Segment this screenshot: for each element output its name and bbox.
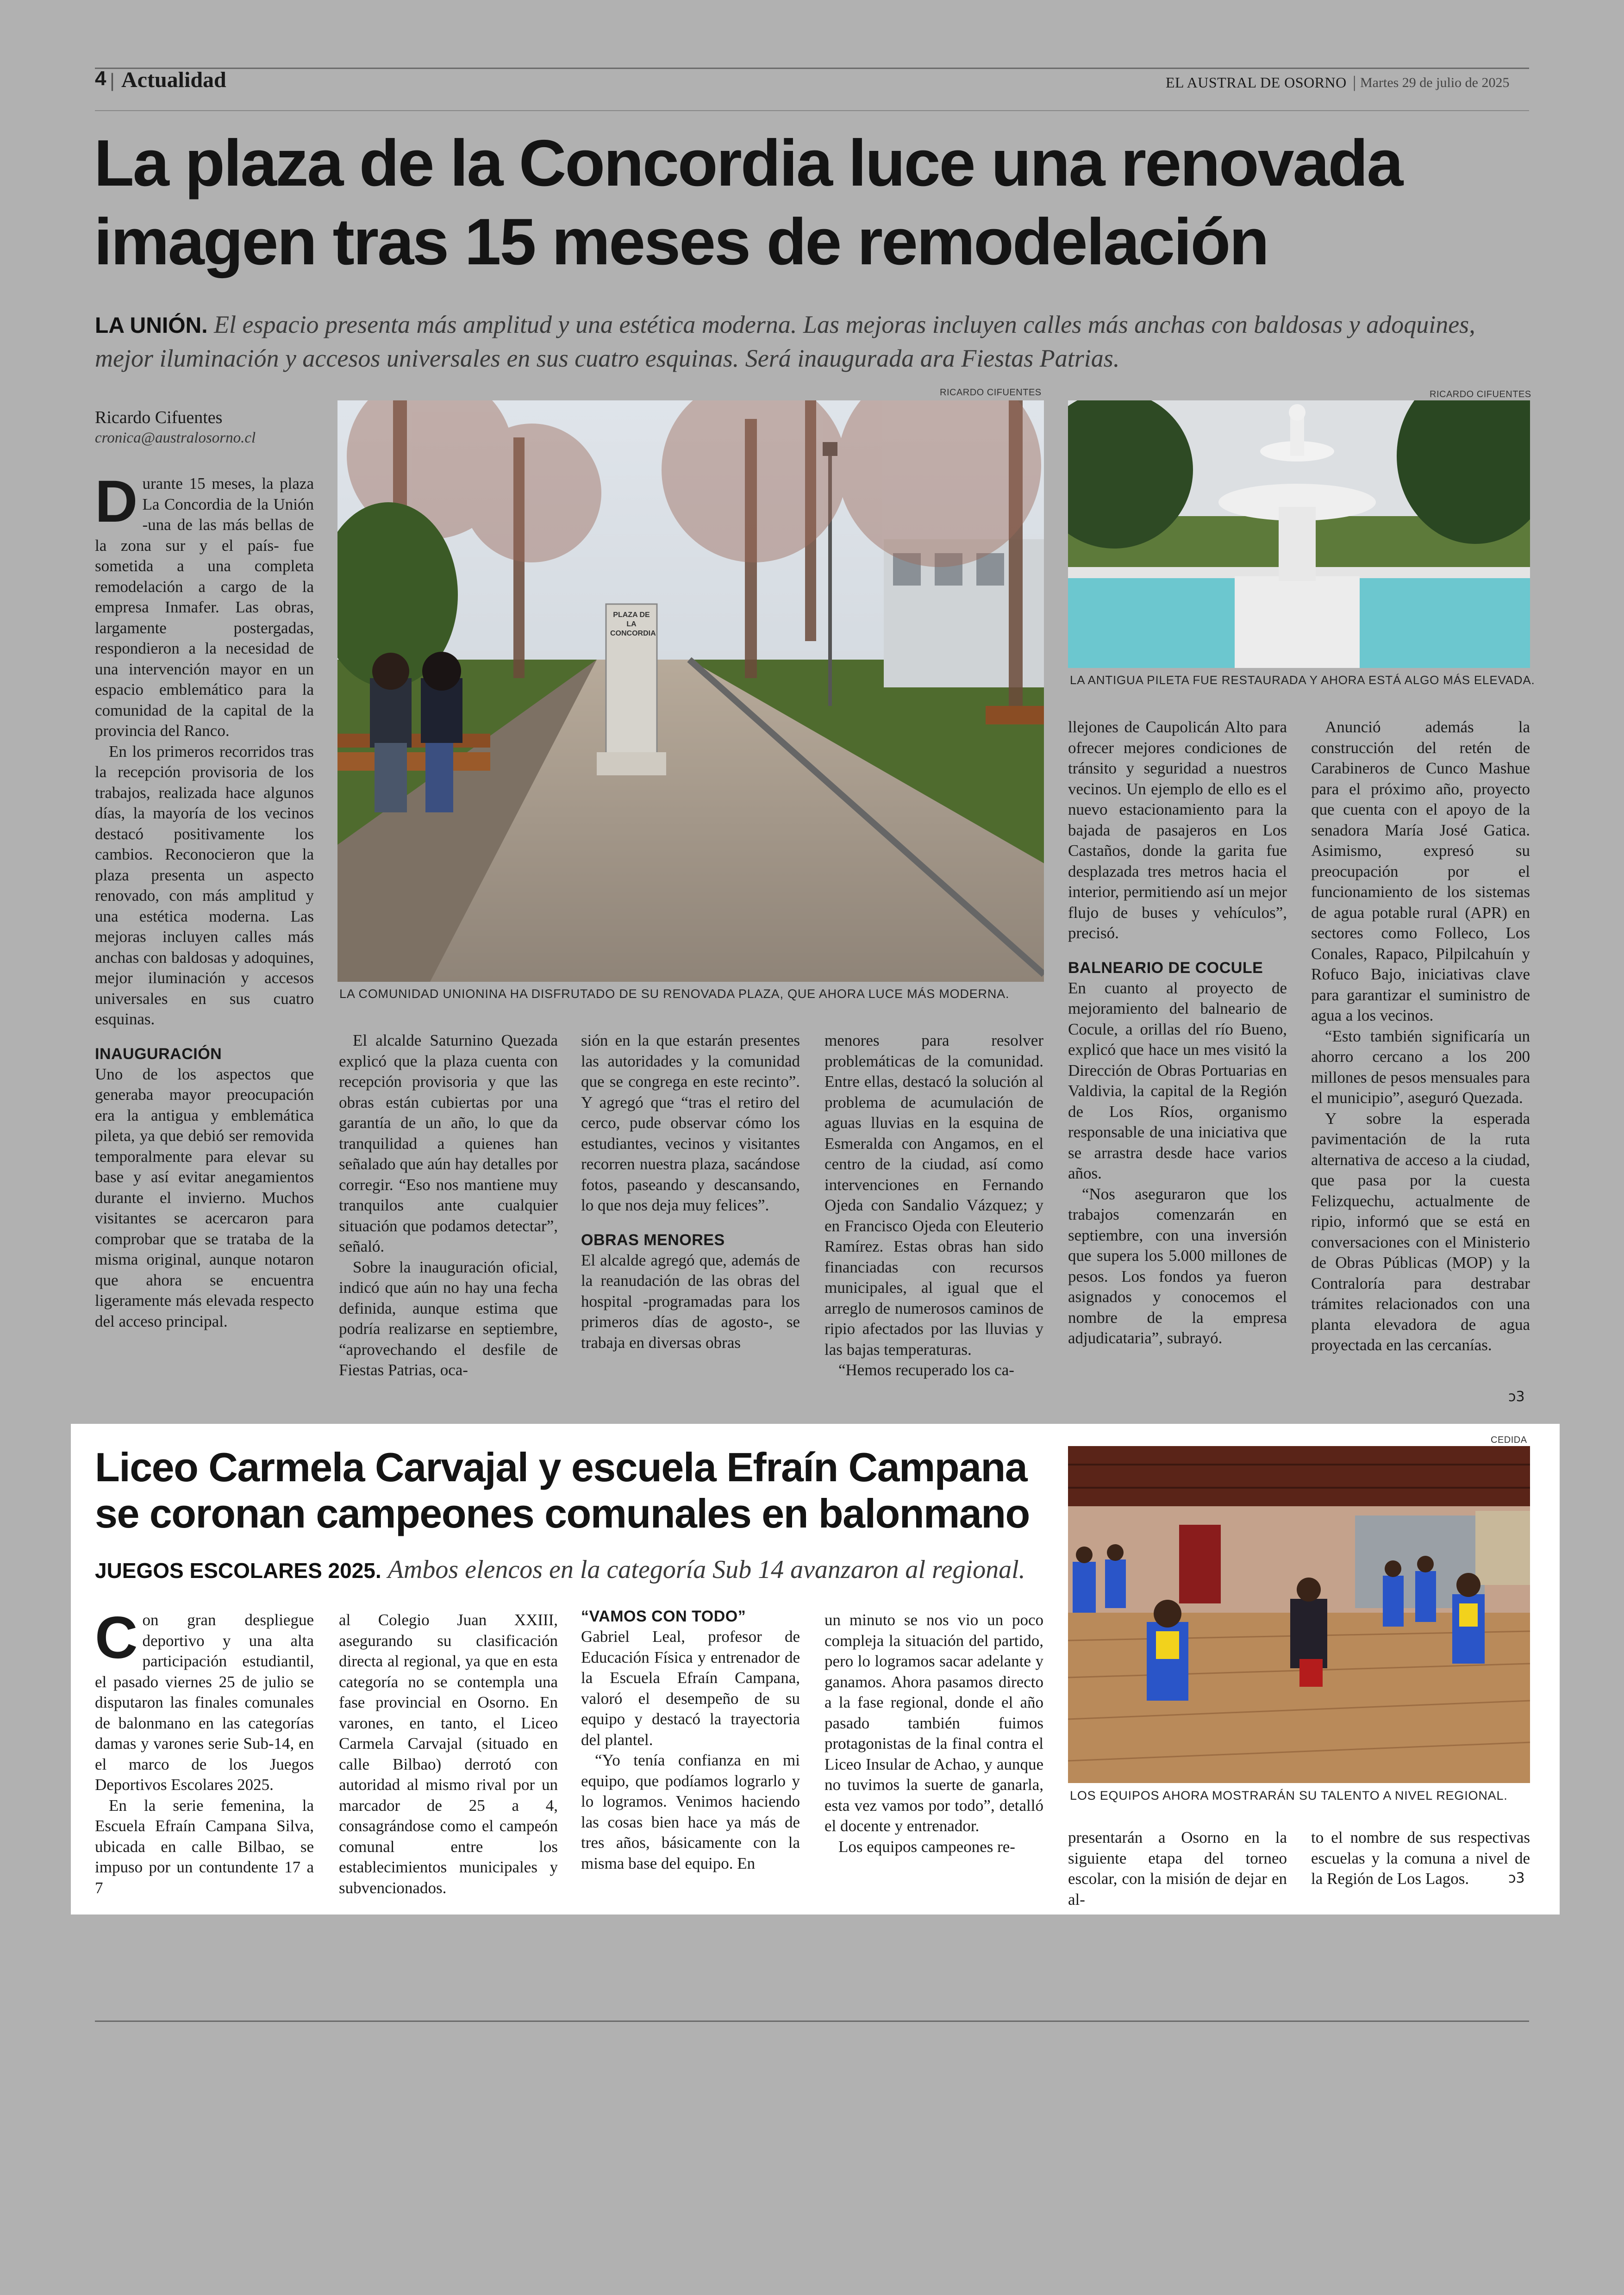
article1-column-2 bbox=[339, 1030, 558, 1381]
photo-credit-main: RICARDO CIFUENTES bbox=[940, 387, 1042, 398]
paragraph: En cuanto al proyecto de mejoramiento del balneario de Cocule, a orillas del río Bueno, explicó que hace un mes visitó la Dirección de Obras Portuarias en Valdivia, la capital de la Región de Los Ríos, organismo responsable de una iniciativa que se arrastra desde hace varios años. bbox=[1068, 979, 1287, 1182]
sports-headline-line-1: Liceo Carmela Carvajal y escuela Efraín Campana bbox=[95, 1444, 1027, 1490]
paragraph: En los primeros recorridos tras la recepción provisoria de los trabajos, realizada hace algunos días, la mayoría de los vecinos destacó positivamente los cambios. Reconocieron que la plaza presenta un aspecto renovado, con más amplitud y una estética moderna. Las mejoras incluyen calles más anchas con baldosas y adoquines, mejor iluminación y accesos universales en sus cuatro esquinas. bbox=[95, 742, 314, 1028]
article1-column-5 bbox=[1068, 717, 1287, 1349]
handball-photo bbox=[1068, 1446, 1530, 1783]
paragraph: presentarán a Osorno en la siguiente etapa del torneo escolar, con la misión de dejar en al- bbox=[1068, 1828, 1287, 1908]
lead-location: LA UNIÓN. bbox=[95, 313, 208, 338]
header-top-rule bbox=[95, 68, 1529, 69]
sports-headline bbox=[95, 1444, 1030, 1537]
article1-column-3 bbox=[581, 1030, 800, 1353]
newspaper-name: EL AUSTRAL DE OSORNO bbox=[1166, 74, 1347, 91]
paragraph: El alcalde agregó que, además de la reanudación de las obras del hospital -programadas para los primeros días de agosto-, se trabaja en diversas obras bbox=[581, 1251, 800, 1352]
issue-date: Martes 29 de julio de 2025 bbox=[1360, 75, 1510, 90]
plaza-sign-text: PLAZA DE LA CONCORDIA bbox=[610, 611, 656, 637]
subheading: “VAMOS CON TODO” bbox=[581, 1608, 746, 1625]
article1-column-4 bbox=[824, 1030, 1043, 1381]
sports-photo-credit: CEDIDA bbox=[1491, 1435, 1527, 1445]
photo-credit-side: RICARDO CIFUENTES bbox=[1430, 389, 1531, 399]
article-headline bbox=[94, 124, 1402, 281]
sports-column-3 bbox=[581, 1606, 800, 1874]
sports-column-2 bbox=[339, 1610, 558, 1898]
paragraph: Y sobre la esperada pavimentación de la ruta alternativa de acceso a la ciudad, que pasa por la cuesta Felizquechu, actualmente de ripio, informó que se está en conversaciones con el Ministerio de Obras Públicas (MOP) y la Contraloría para destrabar trámites relacionados con una planta elevadora de agua proyectada en las cercanías. bbox=[1311, 1109, 1530, 1354]
header-divider: | bbox=[1353, 73, 1356, 91]
sports-headline-line-2: se coronan campeones comunales en balonmano bbox=[95, 1491, 1030, 1536]
paragraph: Anunció además la construcción del retén de Carabineros de Cunco Mashue para el próximo año, proyecto que cuenta con el apoyo de la senadora María José Gatica. Asimismo, expresó su preocupación por el funcionamiento de los sistemas de agua potable rural (APR) en sectores como Folleco, Los Conales, Rapaco, Pilpilcahuín y Rofuco Bajo, iniciativas clave para garantizar el suministro de agua a los vecinos. bbox=[1311, 718, 1530, 1024]
paragraph: urante 15 meses, la plaza La Concordia de la Unión -una de las más bellas de la zona sur y el país- fue sometida a una completa remodelación a cargo de la empresa Inmafer. Las obras, largamente postergadas, respondieron a la necesidad de una intervención mayor en un espacio emblemático para la comunidad de la capital de la provincia del Ranco. bbox=[95, 474, 314, 740]
sports-column-5 bbox=[1068, 1827, 1287, 1910]
paragraph: Gabriel Leal, profesor de Educación Física y entrenador de la Escuela Efraín Campana, valoró el desempeño de su equipo y destacó la trayectoria del plantel. bbox=[581, 1628, 800, 1749]
paragraph: on gran despliegue deportivo y una alta participación estudiantil, el pasado viernes 25 de julio se disputaron las finales comunales de balonmano en las categorías damas y varones serie Sub-14, en el marco de los Juegos Deportivos Escolares 2025. bbox=[95, 1611, 314, 1794]
subheading: OBRAS MENORES bbox=[581, 1231, 725, 1249]
paragraph: Los equipos campeones re- bbox=[838, 1837, 1015, 1856]
paragraph: “Nos aseguraron que los trabajos comenzarán en septiembre, con una inversión que supera los 5.000 millones de pesos. Los fondos ya fueron asignados y conocemos el nombre de la empresa adjudicataria”, subrayó. bbox=[1068, 1185, 1287, 1347]
paragraph: En la serie femenina, la Escuela Efraín Campana Silva, ubicada en calle Bilbao, se impuso por un contundente 17 a 7 bbox=[95, 1796, 314, 1897]
footer-rule bbox=[95, 2021, 1529, 2022]
article1-column-6 bbox=[1311, 717, 1530, 1356]
paragraph: menores para resolver problemáticas de la comunidad. Entre ellas, destacó la solución al problema de acumulación de aguas lluvias en la esquina de Esmeralda con Angamos, en el centro de la ciudad, así como intervenciones en Fernando Ojeda con Sandalio Vázquez; y en Francisco Ojeda con Eleuterio Ramírez. Estas obras han sido financiadas con recursos municipales, al igual que el arreglo de numerosos caminos de ripio afectados por las lluvias y las bajas temperaturas. bbox=[824, 1031, 1043, 1359]
paragraph: to el nombre de sus respectivas escuelas y la comuna a nivel de la Región de Los Lagos. bbox=[1311, 1828, 1530, 1888]
author-email: cronica@australosorno.cl bbox=[95, 430, 256, 446]
paragraph: sión en la que estarán presentes las autoridades y la comunidad que se congrega en este recinto”. Y agregó que “tras el retiro del cerco, pude observar cómo los estudiantes, vecinos y visitantes recorren nuestra plaza, sacándose fotos, paseando y descansando, lo que nos deja muy felices”. bbox=[581, 1031, 800, 1214]
paragraph: “Esto también significaría un ahorro cercano a los 200 millones de pesos mensuales para el municipio”, aseguró Quezada. bbox=[1311, 1027, 1530, 1107]
sports-lead-text: Ambos elencos en la categoría Sub 14 avanzaron al regional. bbox=[387, 1555, 1025, 1584]
photo-caption-side: LA ANTIGUA PILETA FUE RESTAURADA Y AHORA ESTÁ ALGO MÁS ELEVADA. bbox=[1070, 673, 1535, 687]
paragraph: Uno de los aspectos que generaba mayor preocupación era la antigua y emblemática pileta, ya que debió ser removida temporalmente para elevar su base y así evitar anegamientos durante el invierno. Muchos visitantes se acercaron para comprobar que se trataba de la misma original, aunque notaron que ahora se encuentra ligeramente más elevada respecto del acceso principal. bbox=[95, 1065, 314, 1330]
paragraph: al Colegio Juan XXIII, asegurando su clasificación directa al regional, ya que en esta categoría no se contempla una fase provincial en Osorno. En varones, en tanto, el Liceo Carmela Carvajal (situado en calle Bilbao) derrotó con autoridad al mismo rival por un marcador de 25 a 4, consagrándose como el campeón comunal entre los establecimientos municipales y subvencionados. bbox=[339, 1611, 558, 1897]
fountain-photo-image bbox=[1068, 400, 1530, 668]
paragraph: “Yo tenía confianza en mi equipo, que podíamos lograrlo y lo logramos. Venimos haciendo las cosas bien hace ya más de tres años, básicamente con la misma base del equipo. En bbox=[581, 1751, 800, 1872]
paragraph: “Hemos recuperado los ca- bbox=[838, 1361, 1014, 1379]
dropcap: C bbox=[95, 1605, 138, 1671]
sports-column-1 bbox=[95, 1605, 314, 1898]
subheading: BALNEARIO DE COCULE bbox=[1068, 959, 1263, 977]
plaza-photo-image bbox=[337, 400, 1044, 982]
subheading: INAUGURACIÓN bbox=[95, 1045, 222, 1063]
paragraph: Sobre la inauguración oficial, indicó que aún no hay una fecha definida, aunque estima que podría realizarse en septiembre, “aprovechando el desfile de Fiestas Patrias, oca- bbox=[339, 1258, 558, 1379]
header-bottom-rule bbox=[95, 110, 1529, 111]
sports-lead-kicker: JUEGOS ESCOLARES 2025. bbox=[95, 1559, 381, 1583]
photo-caption-main: LA COMUNIDAD UNIONINA HA DISFRUTADO DE SU RENOVADA PLAZA, QUE AHORA LUCE MÁS MODERNA. bbox=[339, 987, 1010, 1001]
sports-lead bbox=[95, 1553, 1025, 1587]
headline-line-1: La plaza de la Concordia luce una renovada bbox=[94, 126, 1402, 200]
page-number: 4 bbox=[95, 67, 106, 90]
article-lead bbox=[95, 308, 1530, 374]
sports-photo-caption: LOS EQUIPOS AHORA MOSTRARÁN SU TALENTO A NIVEL REGIONAL. bbox=[1070, 1789, 1508, 1802]
paragraph: un minuto se nos vio un poco compleja la situación del partido, pero lo logramos sacar adelante y ganamos. Ahora pasamos directo a la fase regional, donde el año pasado también fuimos protagonistas de la final contra el Liceo Insular de Achao, y aunque no tuvimos la suerte de ganarla, esta vez vamos por todo”, detalló el docente y entrenador. bbox=[824, 1611, 1043, 1835]
handball-photo-image bbox=[1068, 1446, 1530, 1783]
dropcap: D bbox=[95, 468, 138, 535]
plaza-photo bbox=[337, 400, 1044, 982]
sports-column-6 bbox=[1311, 1827, 1530, 1890]
headline-line-2: imagen tras 15 meses de remodelación bbox=[94, 205, 1268, 279]
lead-text: El espacio presenta más amplitud y una estética moderna. Las mejoras incluyen calles más anchas con baldosas y adoquines, mejor iluminación y accesos universales en sus cuatro esquinas. Será inaugurada ara Fiestas Patrias. bbox=[95, 311, 1475, 372]
section-name: Actualidad bbox=[121, 68, 226, 92]
page-number-divider: | bbox=[110, 69, 115, 91]
paragraph: llejones de Caupolicán Alto para ofrecer mejores condiciones de tránsito y seguridad a nuestros vecinos. Un ejemplo de ello es el nuevo estacionamiento para la bajada de pasajeros en Los Castaños, donde la garita fue desplazada tres metros hacia el interior, permitiendo así un mejor flujo de buses y vehículos”, precisó. bbox=[1068, 718, 1287, 942]
sports-column-4 bbox=[824, 1610, 1043, 1857]
article1-end-mark: ↄ3 bbox=[1508, 1389, 1525, 1405]
sports-end-mark: ↄ3 bbox=[1508, 1870, 1525, 1886]
article1-column-1 bbox=[95, 468, 314, 1332]
fountain-photo bbox=[1068, 400, 1530, 668]
paragraph: El alcalde Saturnino Quezada explicó que la plaza cuenta con recepción provisoria y que las obras están cubiertas por una garantía de un año, lo que da tranquilidad a quienes han señalado que aún hay detalles por corregir. “Eso nos mantiene muy tranquilos ante cualquier situación que podamos detectar”, señaló. bbox=[339, 1031, 558, 1255]
author-name: Ricardo Cifuentes bbox=[95, 408, 223, 427]
